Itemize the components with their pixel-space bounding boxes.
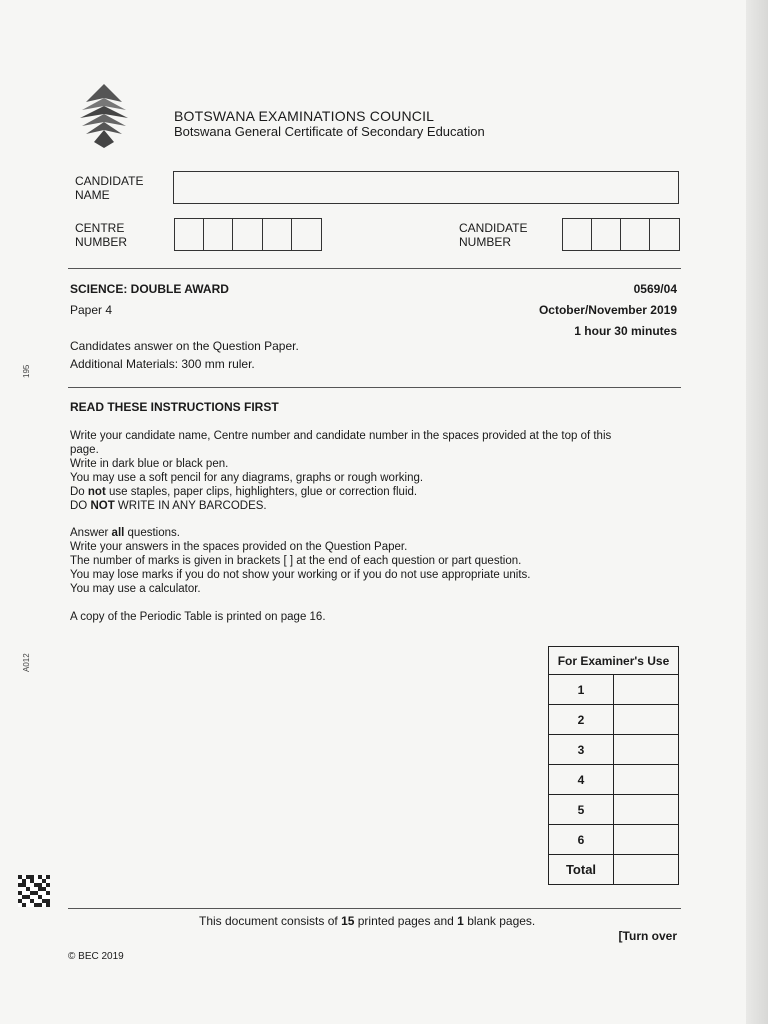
instruction-line: DO NOT WRITE IN ANY BARCODES.	[70, 500, 267, 512]
instructions-heading: READ THESE INSTRUCTIONS FIRST	[70, 400, 279, 414]
materials-note: Additional Materials: 300 mm ruler.	[70, 357, 255, 371]
divider	[68, 908, 681, 909]
table-row: Total	[549, 855, 679, 885]
divider	[68, 268, 681, 269]
scan-edge	[746, 0, 768, 1024]
paper-code: 0569/04	[633, 282, 677, 296]
examiner-use-table	[548, 646, 679, 885]
mark-cell[interactable]	[614, 675, 679, 705]
periodic-table-note: A copy of the Periodic Table is printed on page 16.	[70, 611, 326, 623]
bec-logo	[80, 84, 128, 148]
instructions-block-1	[70, 429, 680, 513]
divider	[68, 387, 681, 388]
centre-number-label: CENTRE NUMBER	[75, 221, 128, 249]
instruction-line: page.	[70, 444, 99, 456]
paper-number: Paper 4	[70, 303, 113, 317]
digit-box[interactable]	[621, 219, 650, 250]
margin-code-top: 195	[22, 364, 31, 378]
instruction-line: Do not use staples, paper clips, highlighters, glue or correction fluid.	[70, 486, 418, 498]
digit-box[interactable]	[175, 219, 204, 250]
digit-box[interactable]	[292, 219, 321, 250]
copyright: © BEC 2019	[68, 951, 124, 962]
digit-box[interactable]	[204, 219, 233, 250]
instruction-line: Write your candidate name, Centre number and candidate number in the spaces provided at the top of this	[70, 430, 612, 442]
mark-cell[interactable]	[614, 765, 679, 795]
table-row: 2	[549, 705, 679, 735]
answer-note: Candidates answer on the Question Paper.	[70, 339, 299, 353]
candidate-name-field[interactable]	[173, 171, 679, 204]
table-row: 4	[549, 765, 679, 795]
barcode-icon	[18, 875, 50, 907]
page-count-note: This document consists of 15 printed pages and 1 blank pages.	[199, 914, 536, 928]
digit-box[interactable]	[263, 219, 292, 250]
instruction-line: You may lose marks if you do not show your working or if you do not use appropriate units.	[70, 569, 531, 581]
mark-cell[interactable]	[614, 795, 679, 825]
digit-box[interactable]	[563, 219, 592, 250]
margin-code-mid: A012	[22, 653, 31, 672]
table-row: 1	[549, 675, 679, 705]
council-name: BOTSWANA EXAMINATIONS COUNCIL	[174, 108, 435, 124]
candidate-number-field[interactable]	[562, 218, 680, 251]
certificate-name: Botswana General Certificate of Secondary Education	[174, 124, 485, 139]
turn-over: [Turn over	[618, 929, 677, 943]
table-row: 5	[549, 795, 679, 825]
instruction-line: Write your answers in the spaces provided on the Question Paper.	[70, 541, 408, 553]
instruction-line: You may use a calculator.	[70, 583, 201, 595]
instruction-line: You may use a soft pencil for any diagrams, graphs or rough working.	[70, 472, 424, 484]
instructions-block-2	[70, 526, 680, 596]
instruction-line: The number of marks is given in brackets [ ] at the end of each question or part question.	[70, 555, 522, 567]
mark-cell[interactable]	[614, 735, 679, 765]
digit-box[interactable]	[592, 219, 621, 250]
instruction-line: Write in dark blue or black pen.	[70, 458, 229, 470]
digit-box[interactable]	[233, 219, 262, 250]
instruction-line: Answer all questions.	[70, 527, 180, 539]
candidate-name-label: CANDIDATE NAME	[75, 174, 144, 202]
exam-session: October/November 2019	[538, 303, 677, 317]
subject-title: SCIENCE: DOUBLE AWARD	[70, 282, 229, 296]
mark-cell[interactable]	[614, 825, 679, 855]
table-row: 6	[549, 825, 679, 855]
mark-cell[interactable]	[614, 705, 679, 735]
total-cell[interactable]	[614, 855, 679, 885]
table-row: 3	[549, 735, 679, 765]
digit-box[interactable]	[650, 219, 679, 250]
examiner-table-title: For Examiner's Use	[549, 647, 679, 675]
centre-number-field[interactable]	[174, 218, 322, 251]
candidate-number-label: CANDIDATE NUMBER	[459, 221, 528, 249]
exam-duration: 1 hour 30 minutes	[574, 324, 677, 338]
